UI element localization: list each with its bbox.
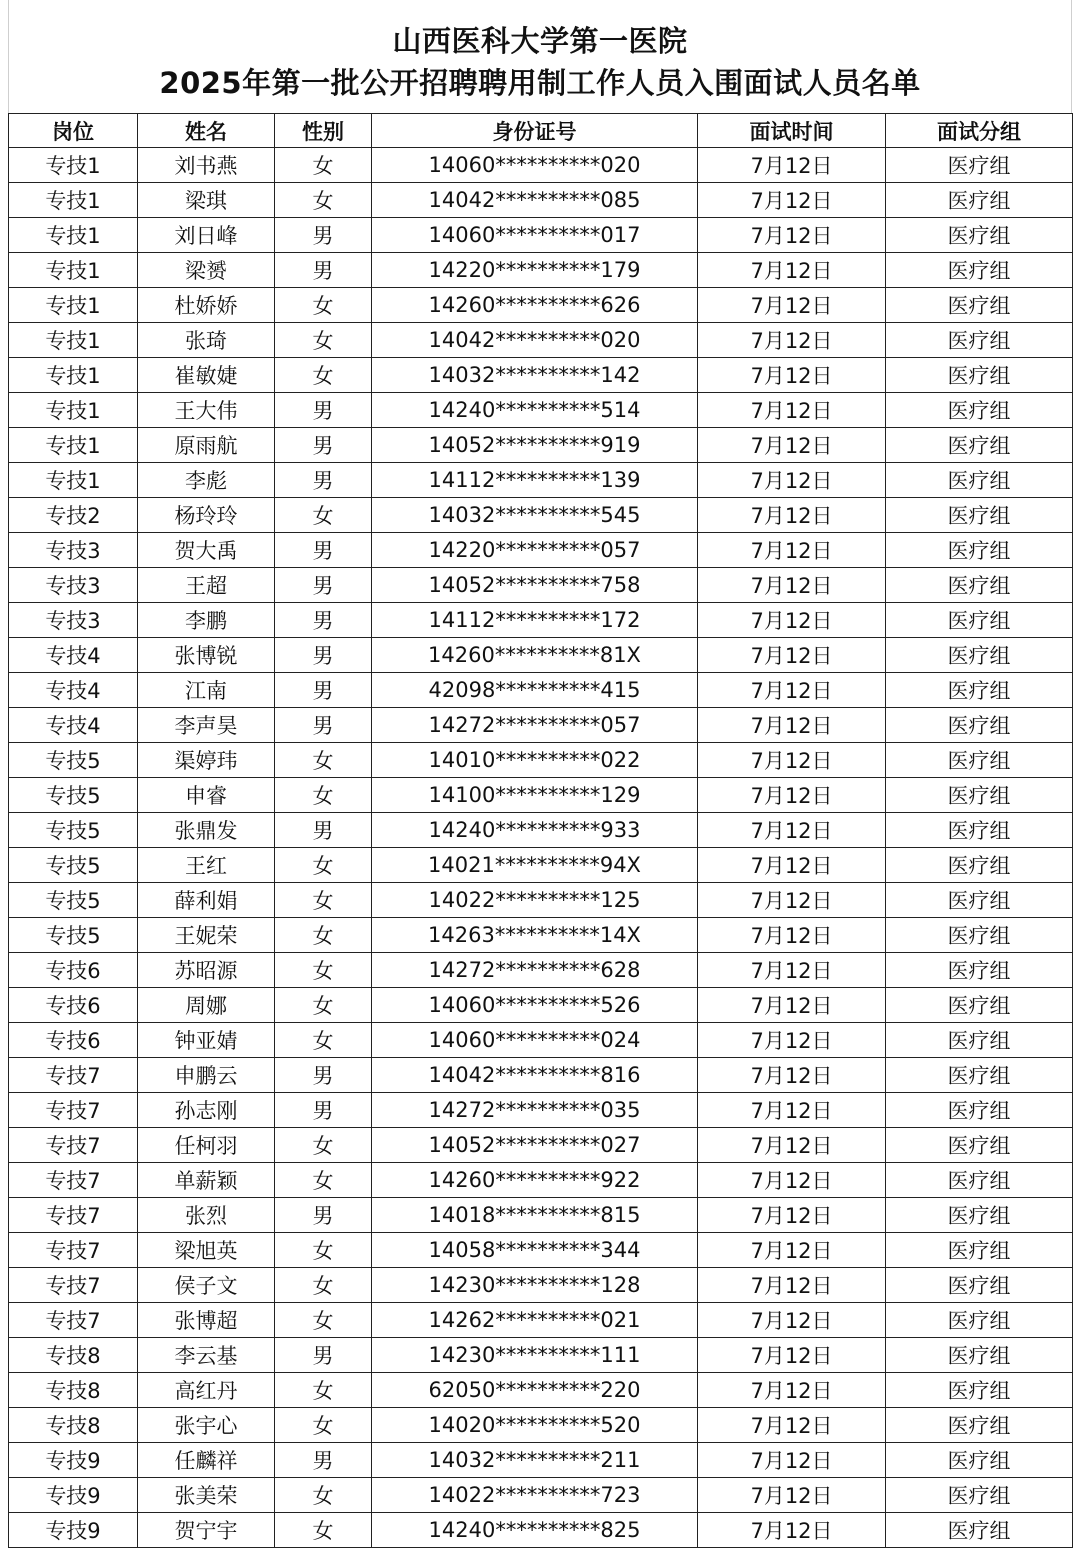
- name-cell: 薛利娟: [138, 883, 275, 918]
- name-cell: 张博锐: [138, 638, 275, 673]
- position-cell: 专技9: [9, 1513, 138, 1548]
- gender-cell: 男: [275, 1198, 372, 1233]
- name-cell: 张琦: [138, 323, 275, 358]
- id-number-cell: 14052**********919: [372, 428, 698, 463]
- id-number-cell: 14022**********125: [372, 883, 698, 918]
- table-row: [9, 638, 1073, 673]
- interview-group-cell: 医疗组: [886, 183, 1073, 218]
- table-row: [9, 148, 1073, 183]
- gender-cell: 女: [275, 1408, 372, 1443]
- table-row: [9, 1408, 1073, 1443]
- interview-group-cell: 医疗组: [886, 148, 1073, 183]
- interview-group-cell: 医疗组: [886, 1198, 1073, 1233]
- interview-group-cell: 医疗组: [886, 603, 1073, 638]
- table-row: [9, 1303, 1073, 1338]
- interview-group-cell: 医疗组: [886, 1058, 1073, 1093]
- gender-cell: 女: [275, 1478, 372, 1513]
- table-row: [9, 918, 1073, 953]
- position-cell: 专技8: [9, 1338, 138, 1373]
- gender-cell: 女: [275, 883, 372, 918]
- table-row: [9, 533, 1073, 568]
- name-cell: 张美荣: [138, 1478, 275, 1513]
- header-interview-time: 面试时间: [698, 114, 886, 148]
- interview-time-cell: 7月12日: [698, 498, 886, 533]
- interview-time-cell: 7月12日: [698, 323, 886, 358]
- gender-cell: 女: [275, 1163, 372, 1198]
- name-cell: 张宇心: [138, 1408, 275, 1443]
- table-row: [9, 393, 1073, 428]
- interview-time-cell: 7月12日: [698, 1373, 886, 1408]
- interview-time-cell: 7月12日: [698, 848, 886, 883]
- gender-cell: 男: [275, 1058, 372, 1093]
- interview-group-cell: 医疗组: [886, 533, 1073, 568]
- name-cell: 张博超: [138, 1303, 275, 1338]
- list-title: 2025年第一批公开招聘聘用制工作人员入围面试人员名单: [159, 66, 921, 100]
- name-cell: 任麟祥: [138, 1443, 275, 1478]
- position-cell: 专技5: [9, 848, 138, 883]
- position-cell: 专技5: [9, 778, 138, 813]
- position-cell: 专技9: [9, 1443, 138, 1478]
- interview-time-cell: 7月12日: [698, 463, 886, 498]
- id-number-cell: 14052**********027: [372, 1128, 698, 1163]
- name-cell: 申鹏云: [138, 1058, 275, 1093]
- name-cell: 张鼎发: [138, 813, 275, 848]
- id-number-cell: 14272**********057: [372, 708, 698, 743]
- header-id-number: 身份证号: [372, 114, 698, 148]
- gender-cell: 女: [275, 778, 372, 813]
- id-number-cell: 14022**********723: [372, 1478, 698, 1513]
- table-row: [9, 1023, 1073, 1058]
- interview-time-cell: 7月12日: [698, 1303, 886, 1338]
- table-row: [9, 743, 1073, 778]
- table-row: [9, 253, 1073, 288]
- table-row: [9, 463, 1073, 498]
- name-cell: 贺宁宇: [138, 1513, 275, 1548]
- gender-cell: 男: [275, 673, 372, 708]
- name-cell: 渠婷玮: [138, 743, 275, 778]
- name-cell: 杜娇娇: [138, 288, 275, 323]
- position-cell: 专技5: [9, 813, 138, 848]
- interview-group-cell: 医疗组: [886, 218, 1073, 253]
- gender-cell: 女: [275, 1373, 372, 1408]
- table-row: [9, 673, 1073, 708]
- name-cell: 梁琪: [138, 183, 275, 218]
- position-cell: 专技7: [9, 1163, 138, 1198]
- id-number-cell: 14060**********526: [372, 988, 698, 1023]
- interview-group-cell: 医疗组: [886, 358, 1073, 393]
- interview-group-cell: 医疗组: [886, 1443, 1073, 1478]
- gender-cell: 女: [275, 1513, 372, 1548]
- id-number-cell: 14058**********344: [372, 1233, 698, 1268]
- table-row: [9, 1163, 1073, 1198]
- interview-group-cell: 医疗组: [886, 1303, 1073, 1338]
- gender-cell: 男: [275, 218, 372, 253]
- interview-group-cell: 医疗组: [886, 918, 1073, 953]
- id-number-cell: 42098**********415: [372, 673, 698, 708]
- interview-time-cell: 7月12日: [698, 1163, 886, 1198]
- gender-cell: 女: [275, 953, 372, 988]
- table-row: [9, 1093, 1073, 1128]
- name-cell: 单薪颖: [138, 1163, 275, 1198]
- name-cell: 钟亚婧: [138, 1023, 275, 1058]
- interview-group-cell: 医疗组: [886, 1233, 1073, 1268]
- gender-cell: 女: [275, 358, 372, 393]
- position-cell: 专技4: [9, 673, 138, 708]
- interview-time-cell: 7月12日: [698, 883, 886, 918]
- id-number-cell: 14042**********816: [372, 1058, 698, 1093]
- gender-cell: 女: [275, 183, 372, 218]
- interview-group-cell: 医疗组: [886, 498, 1073, 533]
- table-row: [9, 1443, 1073, 1478]
- id-number-cell: 14052**********758: [372, 568, 698, 603]
- id-number-cell: 14260**********81X: [372, 638, 698, 673]
- interview-group-cell: 医疗组: [886, 463, 1073, 498]
- interview-time-cell: 7月12日: [698, 393, 886, 428]
- position-cell: 专技2: [9, 498, 138, 533]
- gender-cell: 男: [275, 1093, 372, 1128]
- name-cell: 刘日峰: [138, 218, 275, 253]
- interview-time-cell: 7月12日: [698, 1198, 886, 1233]
- interview-time-cell: 7月12日: [698, 253, 886, 288]
- id-number-cell: 14220**********057: [372, 533, 698, 568]
- name-cell: 王大伟: [138, 393, 275, 428]
- position-cell: 专技1: [9, 183, 138, 218]
- interview-time-cell: 7月12日: [698, 288, 886, 323]
- interview-group-cell: 医疗组: [886, 288, 1073, 323]
- gender-cell: 女: [275, 1303, 372, 1338]
- position-cell: 专技7: [9, 1233, 138, 1268]
- name-cell: 江南: [138, 673, 275, 708]
- interview-time-cell: 7月12日: [698, 218, 886, 253]
- id-number-cell: 14260**********626: [372, 288, 698, 323]
- name-cell: 王红: [138, 848, 275, 883]
- gender-cell: 女: [275, 1023, 372, 1058]
- table-row: [9, 848, 1073, 883]
- interview-time-cell: 7月12日: [698, 988, 886, 1023]
- interview-group-cell: 医疗组: [886, 778, 1073, 813]
- position-cell: 专技1: [9, 463, 138, 498]
- gender-cell: 男: [275, 1443, 372, 1478]
- interview-group-cell: 医疗组: [886, 1373, 1073, 1408]
- id-number-cell: 14018**********815: [372, 1198, 698, 1233]
- interview-group-cell: 医疗组: [886, 1338, 1073, 1373]
- interview-time-cell: 7月12日: [698, 1093, 886, 1128]
- table-row: [9, 288, 1073, 323]
- id-number-cell: 14240**********825: [372, 1513, 698, 1548]
- interview-time-cell: 7月12日: [698, 1408, 886, 1443]
- interview-time-cell: 7月12日: [698, 638, 886, 673]
- id-number-cell: 14021**********94X: [372, 848, 698, 883]
- id-number-cell: 14220**********179: [372, 253, 698, 288]
- position-cell: 专技9: [9, 1478, 138, 1513]
- name-cell: 梁旭英: [138, 1233, 275, 1268]
- gender-cell: 男: [275, 568, 372, 603]
- interview-time-cell: 7月12日: [698, 1233, 886, 1268]
- interview-time-cell: 7月12日: [698, 1513, 886, 1548]
- interview-group-cell: 医疗组: [886, 1163, 1073, 1198]
- name-cell: 李声昊: [138, 708, 275, 743]
- gender-cell: 女: [275, 498, 372, 533]
- id-number-cell: 62050**********220: [372, 1373, 698, 1408]
- table-row: [9, 358, 1073, 393]
- table-row: [9, 813, 1073, 848]
- position-cell: 专技1: [9, 323, 138, 358]
- table-row: [9, 1128, 1073, 1163]
- position-cell: 专技7: [9, 1093, 138, 1128]
- interview-time-cell: 7月12日: [698, 603, 886, 638]
- interview-group-cell: 医疗组: [886, 988, 1073, 1023]
- id-number-cell: 14230**********128: [372, 1268, 698, 1303]
- gender-cell: 女: [275, 1233, 372, 1268]
- id-number-cell: 14010**********022: [372, 743, 698, 778]
- interview-group-cell: 医疗组: [886, 1128, 1073, 1163]
- table-row: [9, 603, 1073, 638]
- table-body: [9, 148, 1073, 1548]
- id-number-cell: 14042**********020: [372, 323, 698, 358]
- interview-time-cell: 7月12日: [698, 568, 886, 603]
- header-name: 姓名: [138, 114, 275, 148]
- id-number-cell: 14032**********545: [372, 498, 698, 533]
- name-cell: 侯子文: [138, 1268, 275, 1303]
- name-cell: 原雨航: [138, 428, 275, 463]
- interview-group-cell: 医疗组: [886, 848, 1073, 883]
- table-row: [9, 1513, 1073, 1548]
- id-number-cell: 14263**********14X: [372, 918, 698, 953]
- interview-time-cell: 7月12日: [698, 183, 886, 218]
- name-cell: 梁赟: [138, 253, 275, 288]
- interview-group-cell: 医疗组: [886, 1093, 1073, 1128]
- table-row: [9, 1058, 1073, 1093]
- position-cell: 专技1: [9, 393, 138, 428]
- table-row: [9, 953, 1073, 988]
- interview-group-cell: 医疗组: [886, 1478, 1073, 1513]
- gender-cell: 女: [275, 323, 372, 358]
- gender-cell: 男: [275, 813, 372, 848]
- interview-group-cell: 医疗组: [886, 673, 1073, 708]
- gender-cell: 男: [275, 603, 372, 638]
- interview-group-cell: 医疗组: [886, 883, 1073, 918]
- id-number-cell: 14272**********035: [372, 1093, 698, 1128]
- position-cell: 专技3: [9, 603, 138, 638]
- gender-cell: 女: [275, 743, 372, 778]
- gender-cell: 女: [275, 918, 372, 953]
- name-cell: 杨玲玲: [138, 498, 275, 533]
- name-cell: 王超: [138, 568, 275, 603]
- id-number-cell: 14100**********129: [372, 778, 698, 813]
- id-number-cell: 14230**********111: [372, 1338, 698, 1373]
- position-cell: 专技1: [9, 218, 138, 253]
- table-row: [9, 988, 1073, 1023]
- interview-group-cell: 医疗组: [886, 953, 1073, 988]
- id-number-cell: 14262**********021: [372, 1303, 698, 1338]
- interview-time-cell: 7月12日: [698, 428, 886, 463]
- position-cell: 专技6: [9, 953, 138, 988]
- interview-time-cell: 7月12日: [698, 813, 886, 848]
- interview-time-cell: 7月12日: [698, 953, 886, 988]
- interview-group-cell: 医疗组: [886, 1513, 1073, 1548]
- interview-time-cell: 7月12日: [698, 148, 886, 183]
- interview-time-cell: 7月12日: [698, 1478, 886, 1513]
- interview-time-cell: 7月12日: [698, 673, 886, 708]
- id-number-cell: 14032**********211: [372, 1443, 698, 1478]
- interview-group-cell: 医疗组: [886, 393, 1073, 428]
- gender-cell: 女: [275, 288, 372, 323]
- gender-cell: 女: [275, 988, 372, 1023]
- gender-cell: 女: [275, 148, 372, 183]
- table-row: [9, 428, 1073, 463]
- id-number-cell: 14112**********139: [372, 463, 698, 498]
- interview-group-cell: 医疗组: [886, 428, 1073, 463]
- interview-group-cell: 医疗组: [886, 568, 1073, 603]
- position-cell: 专技1: [9, 148, 138, 183]
- table-row: [9, 1478, 1073, 1513]
- header-gender: 性别: [275, 114, 372, 148]
- table-row: [9, 883, 1073, 918]
- name-cell: 申睿: [138, 778, 275, 813]
- id-number-cell: 14060**********017: [372, 218, 698, 253]
- table-row: [9, 498, 1073, 533]
- gender-cell: 女: [275, 1268, 372, 1303]
- interview-group-cell: 医疗组: [886, 1023, 1073, 1058]
- table-row: [9, 568, 1073, 603]
- id-number-cell: 14032**********142: [372, 358, 698, 393]
- interview-time-cell: 7月12日: [698, 1128, 886, 1163]
- gender-cell: 男: [275, 463, 372, 498]
- gender-cell: 男: [275, 708, 372, 743]
- id-number-cell: 14240**********514: [372, 393, 698, 428]
- name-cell: 李彪: [138, 463, 275, 498]
- name-cell: 刘书燕: [138, 148, 275, 183]
- gender-cell: 男: [275, 393, 372, 428]
- hospital-title: 山西医科大学第一医院: [392, 24, 688, 58]
- interview-group-cell: 医疗组: [886, 1408, 1073, 1443]
- title-block: [8, 0, 1072, 113]
- interview-time-cell: 7月12日: [698, 778, 886, 813]
- name-cell: 李鹏: [138, 603, 275, 638]
- id-number-cell: 14042**********085: [372, 183, 698, 218]
- gender-cell: 女: [275, 848, 372, 883]
- position-cell: 专技6: [9, 988, 138, 1023]
- position-cell: 专技7: [9, 1128, 138, 1163]
- interview-group-cell: 医疗组: [886, 253, 1073, 288]
- id-number-cell: 14240**********933: [372, 813, 698, 848]
- interview-time-cell: 7月12日: [698, 708, 886, 743]
- id-number-cell: 14060**********024: [372, 1023, 698, 1058]
- table-row: [9, 1233, 1073, 1268]
- table-row: [9, 778, 1073, 813]
- gender-cell: 男: [275, 533, 372, 568]
- interview-time-cell: 7月12日: [698, 918, 886, 953]
- position-cell: 专技3: [9, 568, 138, 603]
- id-number-cell: 14272**********628: [372, 953, 698, 988]
- position-cell: 专技1: [9, 288, 138, 323]
- position-cell: 专技1: [9, 428, 138, 463]
- gender-cell: 男: [275, 638, 372, 673]
- header-interview-group: 面试分组: [886, 114, 1073, 148]
- interview-time-cell: 7月12日: [698, 1338, 886, 1373]
- gender-cell: 女: [275, 1128, 372, 1163]
- position-cell: 专技5: [9, 883, 138, 918]
- position-cell: 专技4: [9, 708, 138, 743]
- id-number-cell: 14112**********172: [372, 603, 698, 638]
- interview-time-cell: 7月12日: [698, 1058, 886, 1093]
- name-cell: 孙志刚: [138, 1093, 275, 1128]
- table-row: [9, 1268, 1073, 1303]
- interview-group-cell: 医疗组: [886, 743, 1073, 778]
- position-cell: 专技5: [9, 743, 138, 778]
- id-number-cell: 14020**********520: [372, 1408, 698, 1443]
- gender-cell: 男: [275, 253, 372, 288]
- name-cell: 贺大禹: [138, 533, 275, 568]
- name-cell: 王妮荣: [138, 918, 275, 953]
- interview-group-cell: 医疗组: [886, 323, 1073, 358]
- candidate-table: [8, 113, 1073, 1548]
- position-cell: 专技5: [9, 918, 138, 953]
- position-cell: 专技7: [9, 1268, 138, 1303]
- interview-time-cell: 7月12日: [698, 533, 886, 568]
- id-number-cell: 14060**********020: [372, 148, 698, 183]
- table-row: [9, 1338, 1073, 1373]
- name-cell: 任柯羽: [138, 1128, 275, 1163]
- position-cell: 专技8: [9, 1408, 138, 1443]
- table-row: [9, 1373, 1073, 1408]
- name-cell: 崔敏婕: [138, 358, 275, 393]
- interview-group-cell: 医疗组: [886, 813, 1073, 848]
- table-row: [9, 323, 1073, 358]
- name-cell: 张烈: [138, 1198, 275, 1233]
- name-cell: 李云基: [138, 1338, 275, 1373]
- table-header-row: [9, 114, 1073, 148]
- position-cell: 专技8: [9, 1373, 138, 1408]
- position-cell: 专技4: [9, 638, 138, 673]
- interview-group-cell: 医疗组: [886, 638, 1073, 673]
- position-cell: 专技7: [9, 1198, 138, 1233]
- id-number-cell: 14260**********922: [372, 1163, 698, 1198]
- interview-time-cell: 7月12日: [698, 1023, 886, 1058]
- name-cell: 高红丹: [138, 1373, 275, 1408]
- position-cell: 专技1: [9, 358, 138, 393]
- interview-time-cell: 7月12日: [698, 1268, 886, 1303]
- table-row: [9, 218, 1073, 253]
- table-row: [9, 183, 1073, 218]
- gender-cell: 男: [275, 1338, 372, 1373]
- position-cell: 专技7: [9, 1058, 138, 1093]
- interview-time-cell: 7月12日: [698, 743, 886, 778]
- interview-group-cell: 医疗组: [886, 1268, 1073, 1303]
- position-cell: 专技1: [9, 253, 138, 288]
- gender-cell: 男: [275, 428, 372, 463]
- name-cell: 周娜: [138, 988, 275, 1023]
- interview-group-cell: 医疗组: [886, 708, 1073, 743]
- interview-time-cell: 7月12日: [698, 1443, 886, 1478]
- position-cell: 专技3: [9, 533, 138, 568]
- header-position: 岗位: [9, 114, 138, 148]
- position-cell: 专技6: [9, 1023, 138, 1058]
- table-row: [9, 1198, 1073, 1233]
- table-row: [9, 708, 1073, 743]
- position-cell: 专技7: [9, 1303, 138, 1338]
- name-cell: 苏昭源: [138, 953, 275, 988]
- interview-time-cell: 7月12日: [698, 358, 886, 393]
